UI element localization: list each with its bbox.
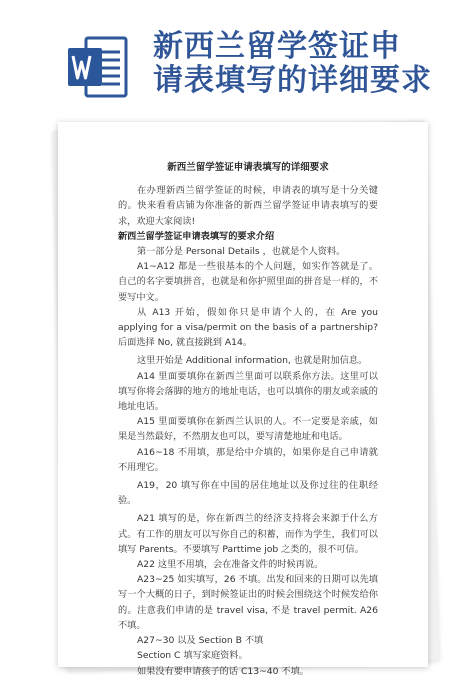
document-paragraph: 这里开始是 Additional information, 也就是附加信息。: [137, 355, 368, 367]
document-paragraph: 在办理新西兰留学签证的时候，申请表的填写是十分关键的。快来看看店铺为你准备的新西兰留学签证申请表填写的要求，欢迎大家阅读!: [118, 185, 378, 227]
document-paragraph: A14 里面要填你在新西兰里面可以联系你方法。这里可以填写你将会落脚的地方的地址电话，也可以填你的朋友或亲戚的地址电话。: [118, 370, 378, 413]
document-paragraph: 如果没有要申请孩子的话 C13~40 不填。: [137, 665, 309, 677]
document-paragraph: A1~A12 都是一些很基本的个人问题，如实作答就是了。自己的名字要填拼音，也就是和你护照里面的拼音是一样的，不要写中文。: [118, 261, 378, 303]
document-section-heading: 新西兰留学签证申请表填写的要求介绍: [118, 230, 275, 242]
word-document-icon: [66, 34, 130, 100]
document-paragraph: A27~30 以及 Section B 不填: [137, 635, 264, 647]
document-paragraph: A15 里面要填你在新西兰认识的人。不一定要是亲戚，如果是当然最好，不然朋友也可以，要写清楚地址和电话。: [118, 416, 378, 443]
document-paragraph: 第一部分是 Personal Details ，也就是个人资料。: [137, 246, 346, 258]
document-paragraph: A16~18 不用填，那是给中介填的，如果你是自己申请就不用理它。: [118, 446, 378, 473]
page-title-line-2: 请表填写的详细要求: [153, 63, 432, 98]
document-page: [58, 122, 428, 677]
page-title-line-1: 新西兰留学签证申: [153, 29, 401, 64]
document-body: [118, 160, 378, 679]
document-paragraph: 从 A13 开始，假如你只是申请个人的，在 Are you applying for a visa/permit on the basis of a partnership?后面选择 No, 就直接跳到 A14。: [118, 306, 378, 349]
document-paragraph: A23~25 如实填写，26 不填。出发和回来的日期可以先填写一个大概的日子，到时候签证出的时候会围绕这个时候发给你的。注意我们申请的是 travel visa, 不是 travel permit. A26 不填。: [118, 574, 378, 631]
document-paragraph: A22 这里不用填，会在准备文件的时候再说。: [137, 559, 324, 571]
page-title: [153, 30, 432, 98]
document-title: 新西兰留学签证申请表填写的详细要求: [167, 162, 329, 173]
document-paragraph: A21 填写的是，你在新西兰的经济支持将会来源于什么方式。有工作的朋友可以写你自己的积蓄，而作为学生，我们可以填写 Parents。不要填写 Parttime job 之类的，很不可信。: [118, 513, 378, 555]
header: [0, 0, 474, 132]
document-paragraph: A19，20 填写你在中国的居住地址以及你过往的住职经验。: [118, 480, 378, 507]
document-paragraph: Section C 填写家庭资料。: [137, 650, 248, 662]
